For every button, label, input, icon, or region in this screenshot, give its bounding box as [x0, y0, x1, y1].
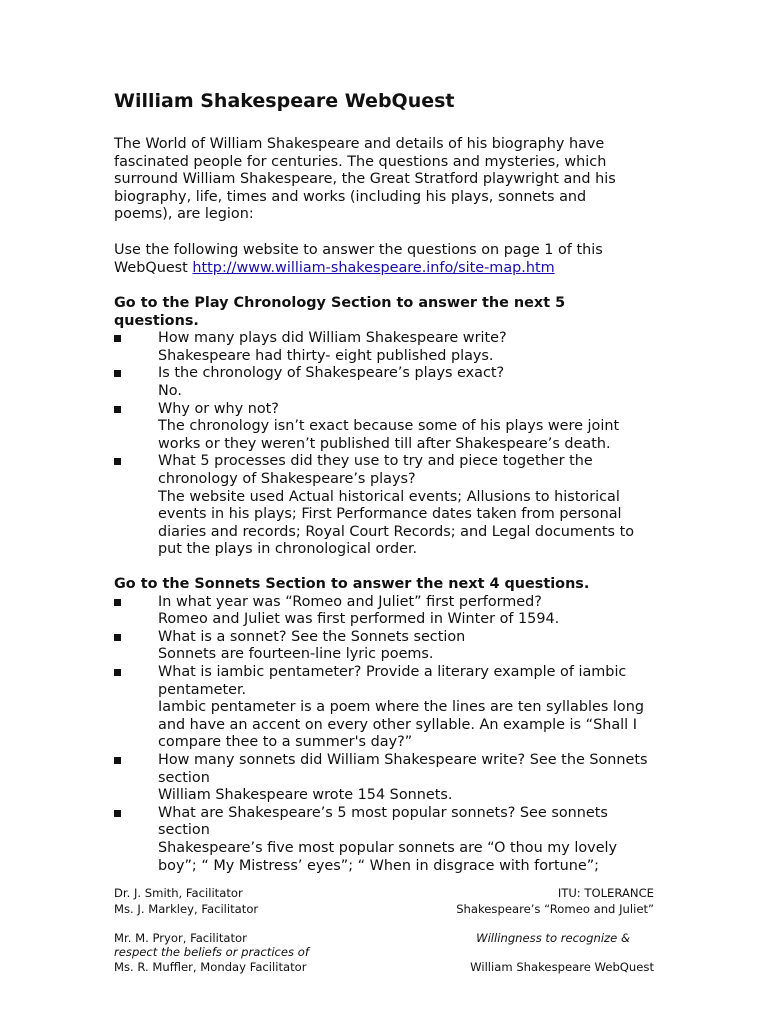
- footer-facilitator-markley: Ms. J. Markley, Facilitator: [114, 902, 259, 916]
- answer-text: No.: [158, 382, 182, 399]
- section-heading: Go to the Play Chronology Section to answer the next 5 questions.: [114, 295, 566, 329]
- footer-tolerance-definition-cont: respect the beliefs or practices of: [114, 945, 309, 959]
- square-bullet-icon: [114, 599, 121, 606]
- question-text: What is a sonnet? See the Sonnets section: [158, 628, 466, 645]
- website-link[interactable]: http://www.william-shakespeare.info/site-map.htm: [192, 259, 555, 276]
- question-text: How many sonnets did William Shakespeare write? See the Sonnets section: [158, 751, 648, 786]
- square-bullet-icon: [114, 370, 121, 377]
- list-item: [114, 594, 654, 629]
- list-item: [114, 752, 654, 805]
- square-bullet-icon: [114, 406, 121, 413]
- website-instruction: Use the following website to answer the questions on page 1 of this WebQuest: [114, 242, 603, 276]
- footer-play-title: Shakespeare’s “Romeo and Juliet”: [456, 902, 654, 916]
- list-item: [114, 664, 654, 752]
- question-list: [114, 594, 654, 876]
- sonnets-section: [114, 576, 654, 875]
- question-text: What 5 processes did they use to try and piece together the chronology of Shakespeare’s plays?: [158, 453, 593, 487]
- answer-text: The chronology isn’t exact because some of his plays were joint works or they weren’t published till after Shakespeare’s death.: [158, 418, 620, 452]
- list-item: [114, 330, 654, 365]
- answer-text: Shakespeare had thirty- eight published plays.: [158, 347, 494, 364]
- square-bullet-icon: [114, 669, 121, 676]
- list-item: [114, 453, 654, 559]
- square-bullet-icon: [114, 810, 121, 817]
- list-item: [114, 401, 654, 454]
- footer-document-title: William Shakespeare WebQuest: [470, 960, 654, 974]
- list-item: [114, 805, 654, 875]
- question-text: What are Shakespeare’s 5 most popular sonnets? See sonnets section: [158, 804, 608, 839]
- footer-facilitator-pryor: Mr. M. Pryor, Facilitator: [114, 931, 247, 945]
- page-title: William Shakespeare WebQuest: [114, 90, 455, 112]
- square-bullet-icon: [114, 458, 121, 465]
- answer-text: Iambic pentameter is a poem where the lines are ten syllables long and have an accent on every other syllable. An example is “Shall I compare thee to a summer's day?”: [158, 699, 644, 751]
- website-paragraph: [114, 242, 644, 277]
- answer-text: William Shakespeare wrote 154 Sonnets.: [158, 787, 453, 804]
- answer-text: The website used Actual historical events; Allusions to historical events in his plays; First Performance dates taken from personal diaries and records; Royal Court Records; and Legal documents to put the plays in chronological order.: [158, 488, 635, 558]
- question-text: Why or why not?: [158, 400, 279, 417]
- answer-text: Romeo and Juliet was first performed in Winter of 1594.: [158, 611, 560, 628]
- intro-paragraph: The World of William Shakespeare and details of his biography have fascinated people for centuries. The questions and mysteries, which surround William Shakespeare, the Great Stratford playwright and his biography, life, times and works (including his plays, sonnets and poems), are legion:: [114, 136, 616, 223]
- answer-text: Shakespeare’s five most popular sonnets are “O thou my lovely boy”; “ My Mistress’ eyes”; “ When in disgrace with fortune”;: [158, 839, 618, 874]
- question-text: What is iambic pentameter? Provide a literary example of iambic pentameter.: [158, 663, 627, 698]
- footer-tolerance-definition-start: Willingness to recognize &: [476, 931, 630, 945]
- list-item: [114, 365, 654, 400]
- question-text: How many plays did William Shakespeare write?: [158, 330, 507, 347]
- question-text: Is the chronology of Shakespeare’s plays exact?: [158, 365, 505, 382]
- square-bullet-icon: [114, 634, 121, 641]
- square-bullet-icon: [114, 335, 121, 342]
- play-chronology-section: [114, 295, 654, 559]
- section-heading: Go to the Sonnets Section to answer the next 4 questions.: [114, 576, 590, 592]
- answer-text: Sonnets are fourteen-line lyric poems.: [158, 646, 434, 663]
- footer-facilitator-muffler: Ms. R. Muffler, Monday Facilitator: [114, 960, 307, 974]
- question-list: [114, 330, 654, 559]
- square-bullet-icon: [114, 757, 121, 764]
- footer-facilitator-smith: Dr. J. Smith, Facilitator: [114, 886, 243, 900]
- footer-itu-label: ITU: TOLERANCE: [557, 886, 654, 900]
- list-item: [114, 629, 654, 664]
- question-text: In what year was “Romeo and Juliet” first performed?: [158, 593, 542, 610]
